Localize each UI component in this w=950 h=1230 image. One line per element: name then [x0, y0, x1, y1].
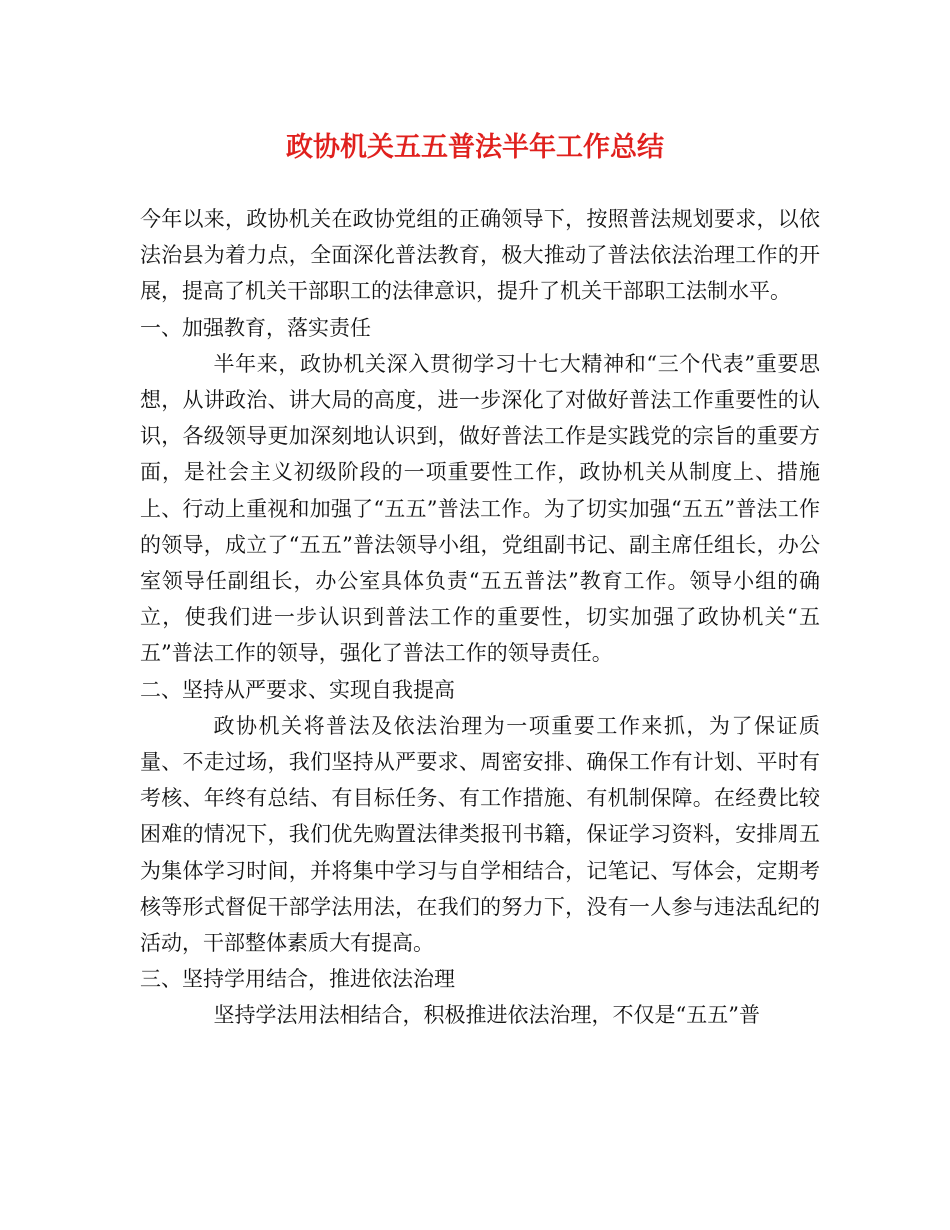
section-heading-1: 一、加强教育，落实责任 — [140, 315, 371, 340]
intro-paragraph: 今年以来，政协机关在政协党组的正确领导下，按照普法规划要求，以依法治县为着力点，全面深化普法教育，极大推动了普法依法治理工作的开展，提高了机关干部职工的法律意识，提升了机关干部职工法制水平。 — [140, 207, 820, 304]
section-heading-2: 二、坚持从严要求、实现自我提高 — [140, 677, 455, 702]
section-paragraph-1: 半年来，政协机关深入贯彻学习十七大精神和“三个代表”重要思想，从讲政治、讲大局的高度，进一步深化了对做好普法工作重要性的认识，各级领导更加深刻地认识到，做好普法工作是实践党的宗旨的重要方面，是社会主义初级阶段的一项重要性工作，政协机关从制度上、措施上、行动上重视和加强了“五五”普法工作。为了切实加强“五五”普法工作的领导，成立了“五五”普法领导小组，党组副书记、副主席任组长，办公室领导任副组长，办公室具体负责“五五普法”教育工作。领导小组的确立，使我们进一步认识到普法工作的重要性，切实加强了政协机关“五五”普法工作的领导，强化了普法工作的领导责任。 — [140, 351, 820, 666]
section-heading-3: 三、坚持学用结合，推进依法治理 — [140, 967, 455, 992]
section-paragraph-2: 政协机关将普法及依法治理为一项重要工作来抓，为了保证质量、不走过场，我们坚持从严要求、周密安排、确保工作有计划、平时有考核、年终有总结、有目标任务、有工作措施、有机制保障。在经费比较困难的情况下，我们优先购置法律类报刊书籍，保证学习资料，安排周五为集体学习时间，并将集中学习与自学相结合，记笔记、写体会，定期考核等形式督促干部学法用法，在我们的努力下，没有一人参与违法乱纪的活动，干部整体素质大有提高。 — [140, 713, 820, 956]
document-body — [140, 201, 820, 1034]
document-title: 政协机关五五普法半年工作总结 — [286, 132, 664, 163]
section-paragraph-3: 坚持学法用法相结合，积极推进依法治理，不仅是“五五”普 — [213, 1003, 760, 1028]
